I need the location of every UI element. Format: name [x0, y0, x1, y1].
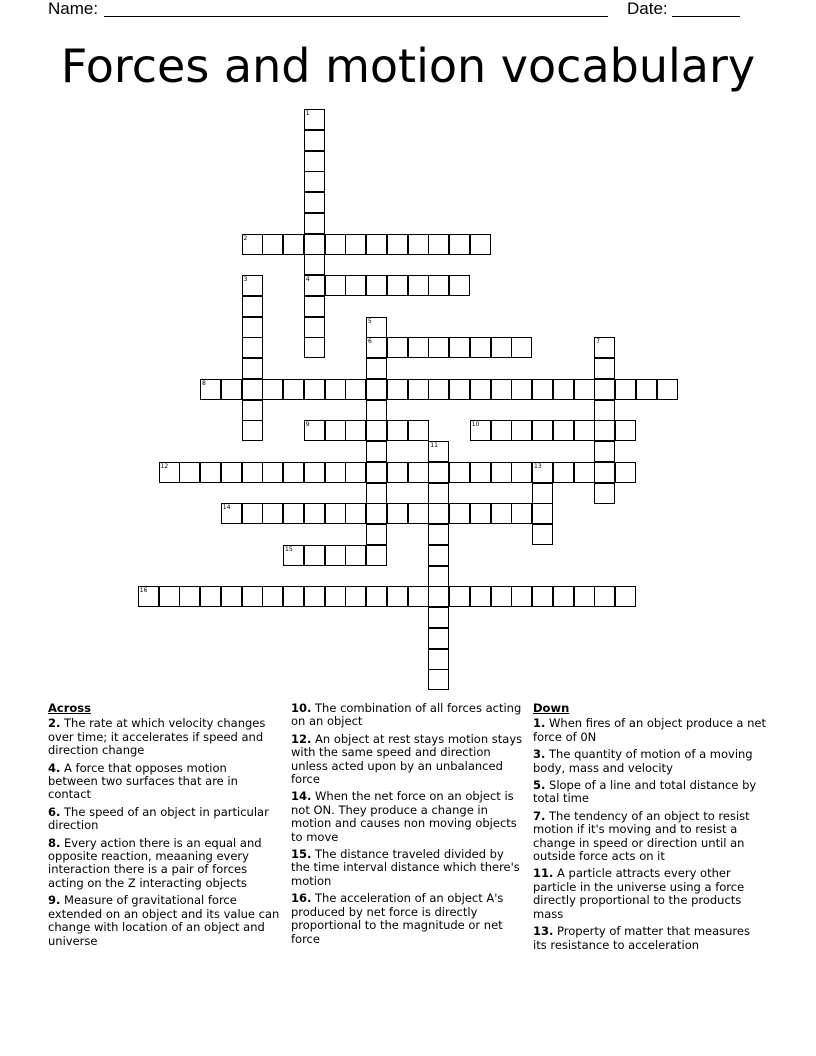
- grid-cell[interactable]: [615, 586, 636, 607]
- grid-cell[interactable]: [408, 503, 429, 524]
- grid-cell[interactable]: [366, 234, 387, 255]
- grid-cell[interactable]: [574, 586, 595, 607]
- grid-cell[interactable]: [242, 275, 263, 296]
- grid-cell[interactable]: [594, 586, 615, 607]
- cell-number: 6: [368, 338, 372, 346]
- grid-cell[interactable]: [532, 483, 553, 504]
- grid-cell[interactable]: [387, 379, 408, 400]
- grid-cell[interactable]: [138, 586, 159, 607]
- grid-cell[interactable]: [511, 420, 532, 441]
- grid-cell[interactable]: [304, 545, 325, 566]
- across-clues-col-2: [291, 702, 525, 950]
- grid-cell[interactable]: [428, 607, 449, 628]
- grid-cell[interactable]: [304, 254, 325, 275]
- grid-cell[interactable]: [179, 462, 200, 483]
- grid-cell[interactable]: [532, 379, 553, 400]
- clue-down-13: 13. Property of matter that measures its resistance to acceleration: [533, 924, 750, 952]
- grid-cell[interactable]: [304, 275, 325, 296]
- grid-cell[interactable]: [428, 483, 449, 504]
- grid-cell[interactable]: [574, 420, 595, 441]
- page-title: Forces and motion vocabulary: [60, 39, 756, 93]
- grid-cell[interactable]: [304, 296, 325, 317]
- grid-cell[interactable]: [304, 171, 325, 192]
- clue-across-12: 12. An object at rest stays motion stays with the same speed and direction unless acted upon by an unbalanced force: [291, 731, 523, 787]
- grid-cell[interactable]: [345, 234, 366, 255]
- grid-cell[interactable]: [283, 462, 304, 483]
- grid-cell[interactable]: [304, 503, 325, 524]
- grid-cell[interactable]: [449, 234, 470, 255]
- clue-down-11: 11. A particle attracts every other particle in the universe using a force directly proportional to the products mass: [533, 866, 745, 921]
- grid-cell[interactable]: [657, 379, 678, 400]
- grid-cell[interactable]: [387, 586, 408, 607]
- grid-cell[interactable]: [511, 337, 532, 358]
- grid-cell[interactable]: [387, 462, 408, 483]
- grid-cell[interactable]: [511, 503, 532, 524]
- grid-cell[interactable]: [574, 462, 595, 483]
- clue-across-10: 10. The combination of all forces acting on an object: [291, 701, 522, 729]
- grid-cell[interactable]: [283, 545, 304, 566]
- grid-cell[interactable]: [387, 503, 408, 524]
- grid-cell[interactable]: [221, 379, 242, 400]
- grid-cell[interactable]: [449, 462, 470, 483]
- grid-cell[interactable]: [491, 379, 512, 400]
- grid-cell[interactable]: [242, 462, 263, 483]
- grid-cell[interactable]: [491, 503, 512, 524]
- grid-cell[interactable]: [615, 420, 636, 441]
- clue-across-15: 15. The distance traveled divided by the time interval distance which there's motion: [291, 847, 520, 888]
- grid-cell[interactable]: [532, 586, 553, 607]
- grid-cell[interactable]: [387, 275, 408, 296]
- grid-cell[interactable]: [470, 234, 491, 255]
- across-heading: Across: [48, 701, 91, 715]
- grid-cell[interactable]: [428, 441, 449, 462]
- clue-across-2: 2. The rate at which velocity changes over time; it accelerates if speed and direction change: [48, 716, 266, 758]
- clue-across-8: 8. Every action there is an equal and opposite reaction, meaaning every interaction there is a pair of forces acting on the Z interacting objects: [48, 835, 262, 890]
- grid-cell[interactable]: [470, 462, 491, 483]
- grid-cell[interactable]: [221, 586, 242, 607]
- grid-cell[interactable]: [615, 462, 636, 483]
- grid-cell[interactable]: [594, 420, 615, 441]
- grid-cell[interactable]: [366, 379, 387, 400]
- cell-number: 14: [222, 504, 231, 512]
- grid-cell[interactable]: [553, 586, 574, 607]
- grid-cell[interactable]: [428, 379, 449, 400]
- grid-cell[interactable]: [470, 420, 491, 441]
- grid-cell[interactable]: [615, 379, 636, 400]
- grid-cell[interactable]: [200, 586, 221, 607]
- grid-cell[interactable]: [345, 586, 366, 607]
- cell-number: 11: [430, 442, 438, 449]
- grid-cell[interactable]: [594, 400, 615, 421]
- grid-cell[interactable]: [262, 503, 283, 524]
- down-heading: Down: [533, 701, 570, 715]
- grid-cell[interactable]: [242, 586, 263, 607]
- grid-cell[interactable]: [366, 441, 387, 462]
- grid-cell[interactable]: [262, 586, 283, 607]
- clue-across-6: 6. The speed of an object in particular direction: [48, 804, 269, 833]
- grid-cell[interactable]: [449, 275, 470, 296]
- grid-cell[interactable]: [428, 649, 449, 670]
- grid-cell[interactable]: [511, 379, 532, 400]
- name-label: Name:: [48, 0, 99, 18]
- cell-number: 12: [160, 462, 169, 470]
- clue-across-9: 9. Measure of gravitational force extended on an object and its value can change with location of an object and universe: [48, 893, 280, 948]
- grid-cell[interactable]: [532, 462, 553, 483]
- grid-cell[interactable]: [366, 337, 387, 358]
- grid-cell[interactable]: [408, 586, 429, 607]
- grid-cell[interactable]: [366, 524, 387, 545]
- grid-cell[interactable]: [283, 234, 304, 255]
- grid-cell[interactable]: [325, 586, 346, 607]
- grid-cell[interactable]: [325, 545, 346, 566]
- grid-cell[interactable]: [428, 566, 449, 587]
- grid-cell[interactable]: [428, 524, 449, 545]
- grid-cell[interactable]: [366, 275, 387, 296]
- grid-cell[interactable]: [532, 524, 553, 545]
- grid-cell[interactable]: [304, 317, 325, 338]
- grid-cell[interactable]: [242, 358, 263, 379]
- grid-cell[interactable]: [262, 462, 283, 483]
- grid-cell[interactable]: [553, 379, 574, 400]
- grid-cell[interactable]: [345, 503, 366, 524]
- grid-cell[interactable]: [428, 275, 449, 296]
- grid-cell[interactable]: [304, 379, 325, 400]
- clue-across-14: 14. When the net force on an object is not ON. They produce a change in motion and causes non moving objects to move: [291, 789, 517, 844]
- grid-cell[interactable]: [408, 275, 429, 296]
- grid-cell[interactable]: [428, 669, 449, 690]
- grid-cell[interactable]: [366, 545, 387, 566]
- grid-cell[interactable]: [304, 213, 325, 234]
- down-clues: [533, 702, 767, 956]
- grid-cell[interactable]: [491, 586, 512, 607]
- grid-cell[interactable]: [242, 296, 263, 317]
- cell-number: 1: [305, 110, 310, 117]
- grid-cell[interactable]: [408, 337, 429, 358]
- grid-cell[interactable]: [262, 379, 283, 400]
- clue-down-5: 5. Slope of a line and total distance by total time: [533, 778, 757, 806]
- grid-cell[interactable]: [366, 400, 387, 421]
- grid-cell[interactable]: [387, 420, 408, 441]
- clue-across-16: 16. The acceleration of an object A's produced by net force is directly proportional to the magnitude or net force: [291, 891, 504, 946]
- grid-cell[interactable]: [366, 358, 387, 379]
- grid-cell[interactable]: [366, 462, 387, 483]
- grid-cell[interactable]: [366, 586, 387, 607]
- grid-cell[interactable]: [304, 337, 325, 358]
- grid-cell[interactable]: [470, 503, 491, 524]
- cell-number: 3: [243, 276, 248, 283]
- grid-cell[interactable]: [325, 275, 346, 296]
- grid-cell[interactable]: [262, 234, 283, 255]
- grid-cell[interactable]: [408, 379, 429, 400]
- grid-cell[interactable]: [594, 462, 615, 483]
- clue-down-7: 7. The tendency of an object to resist motion if it's moving and to resist a change in speed or direction until an outside force acts on it: [533, 808, 750, 864]
- grid-cell[interactable]: [283, 586, 304, 607]
- grid-cell[interactable]: [491, 420, 512, 441]
- grid-cell[interactable]: [304, 151, 325, 172]
- grid-cell[interactable]: [470, 337, 491, 358]
- grid-cell[interactable]: [283, 503, 304, 524]
- grid-cell[interactable]: [366, 483, 387, 504]
- grid-cell[interactable]: [594, 337, 615, 358]
- grid-cell[interactable]: [366, 503, 387, 524]
- grid-cell[interactable]: [594, 483, 615, 504]
- grid-cell[interactable]: [428, 628, 449, 649]
- grid-cell[interactable]: [594, 379, 615, 400]
- grid-cell[interactable]: [449, 337, 470, 358]
- grid-cell[interactable]: [159, 586, 180, 607]
- grid-cell[interactable]: [159, 462, 180, 483]
- grid-cell[interactable]: [553, 420, 574, 441]
- grid-cell[interactable]: [511, 462, 532, 483]
- grid-cell[interactable]: [242, 420, 263, 441]
- grid-cell[interactable]: [532, 420, 553, 441]
- grid-cell[interactable]: [574, 379, 595, 400]
- grid-cell[interactable]: [200, 462, 221, 483]
- grid-cell[interactable]: [304, 462, 325, 483]
- cell-number: 2: [243, 234, 248, 242]
- grid-cell[interactable]: [366, 420, 387, 441]
- grid-cell[interactable]: [242, 503, 263, 524]
- grid-cell[interactable]: [304, 109, 325, 130]
- grid-cell[interactable]: [636, 379, 657, 400]
- grid-cell[interactable]: [345, 275, 366, 296]
- clue-down-3: 3. The quantity of motion of a moving body, mass and velocity: [533, 747, 753, 775]
- clue-down-1: 1. When fires of an object produce a net force of 0N: [533, 716, 767, 744]
- grid-cell[interactable]: [428, 337, 449, 358]
- grid-cell[interactable]: [594, 441, 615, 462]
- grid-cell[interactable]: [242, 400, 263, 421]
- grid-cell[interactable]: [428, 234, 449, 255]
- grid-cell[interactable]: [304, 234, 325, 255]
- grid-cell[interactable]: [594, 358, 615, 379]
- grid-cell[interactable]: [345, 545, 366, 566]
- grid-cell[interactable]: [221, 462, 242, 483]
- across-clues-col-1: [48, 702, 280, 952]
- grid-cell[interactable]: [304, 420, 325, 441]
- grid-cell[interactable]: [428, 462, 449, 483]
- grid-cell[interactable]: [325, 234, 346, 255]
- grid-cell[interactable]: [491, 462, 512, 483]
- cell-number: 15: [285, 545, 293, 553]
- grid-cell[interactable]: [553, 462, 574, 483]
- grid-cell[interactable]: [304, 130, 325, 151]
- grid-cell[interactable]: [470, 586, 491, 607]
- grid-cell[interactable]: [532, 503, 553, 524]
- grid-cell[interactable]: [242, 379, 263, 400]
- grid-cell[interactable]: [242, 234, 263, 255]
- grid-cell[interactable]: [283, 379, 304, 400]
- grid-cell[interactable]: [200, 379, 221, 400]
- grid-cell[interactable]: [242, 337, 263, 358]
- cell-number: 7: [596, 338, 601, 346]
- cell-number: 13: [534, 462, 542, 470]
- grid-cell[interactable]: [345, 379, 366, 400]
- date-label: Date:: [627, 0, 668, 18]
- grid-cell[interactable]: [325, 379, 346, 400]
- cell-number: 10: [471, 421, 480, 429]
- grid-cell[interactable]: [345, 420, 366, 441]
- grid-cell[interactable]: [325, 420, 346, 441]
- grid-cell[interactable]: [511, 586, 532, 607]
- grid-cell[interactable]: [428, 503, 449, 524]
- cell-number: 4: [305, 276, 310, 283]
- grid-cell[interactable]: [449, 503, 470, 524]
- grid-cell[interactable]: [408, 234, 429, 255]
- grid-cell[interactable]: [366, 317, 387, 338]
- grid-cell[interactable]: [428, 586, 449, 607]
- grid-cell[interactable]: [428, 545, 449, 566]
- grid-cell[interactable]: [387, 337, 408, 358]
- clue-across-4: 4. A force that opposes motion between two surfaces that are in contact: [48, 760, 238, 802]
- grid-cell[interactable]: [470, 379, 491, 400]
- grid-cell[interactable]: [325, 503, 346, 524]
- grid-cell[interactable]: [304, 192, 325, 213]
- grid-cell[interactable]: [491, 337, 512, 358]
- grid-cell[interactable]: [387, 234, 408, 255]
- grid-cell[interactable]: [408, 462, 429, 483]
- grid-cell[interactable]: [449, 586, 470, 607]
- grid-cell[interactable]: [325, 462, 346, 483]
- grid-cell[interactable]: [221, 503, 242, 524]
- grid-cell[interactable]: [345, 462, 366, 483]
- grid-cell[interactable]: [304, 586, 325, 607]
- grid-cell[interactable]: [179, 586, 200, 607]
- cell-number: 5: [368, 317, 372, 325]
- grid-cell[interactable]: [408, 420, 429, 441]
- cell-number: 8: [202, 379, 206, 387]
- cell-number: 9: [305, 421, 310, 429]
- grid-cell[interactable]: [242, 317, 263, 338]
- cell-number: 16: [139, 587, 148, 595]
- grid-cell[interactable]: [449, 379, 470, 400]
